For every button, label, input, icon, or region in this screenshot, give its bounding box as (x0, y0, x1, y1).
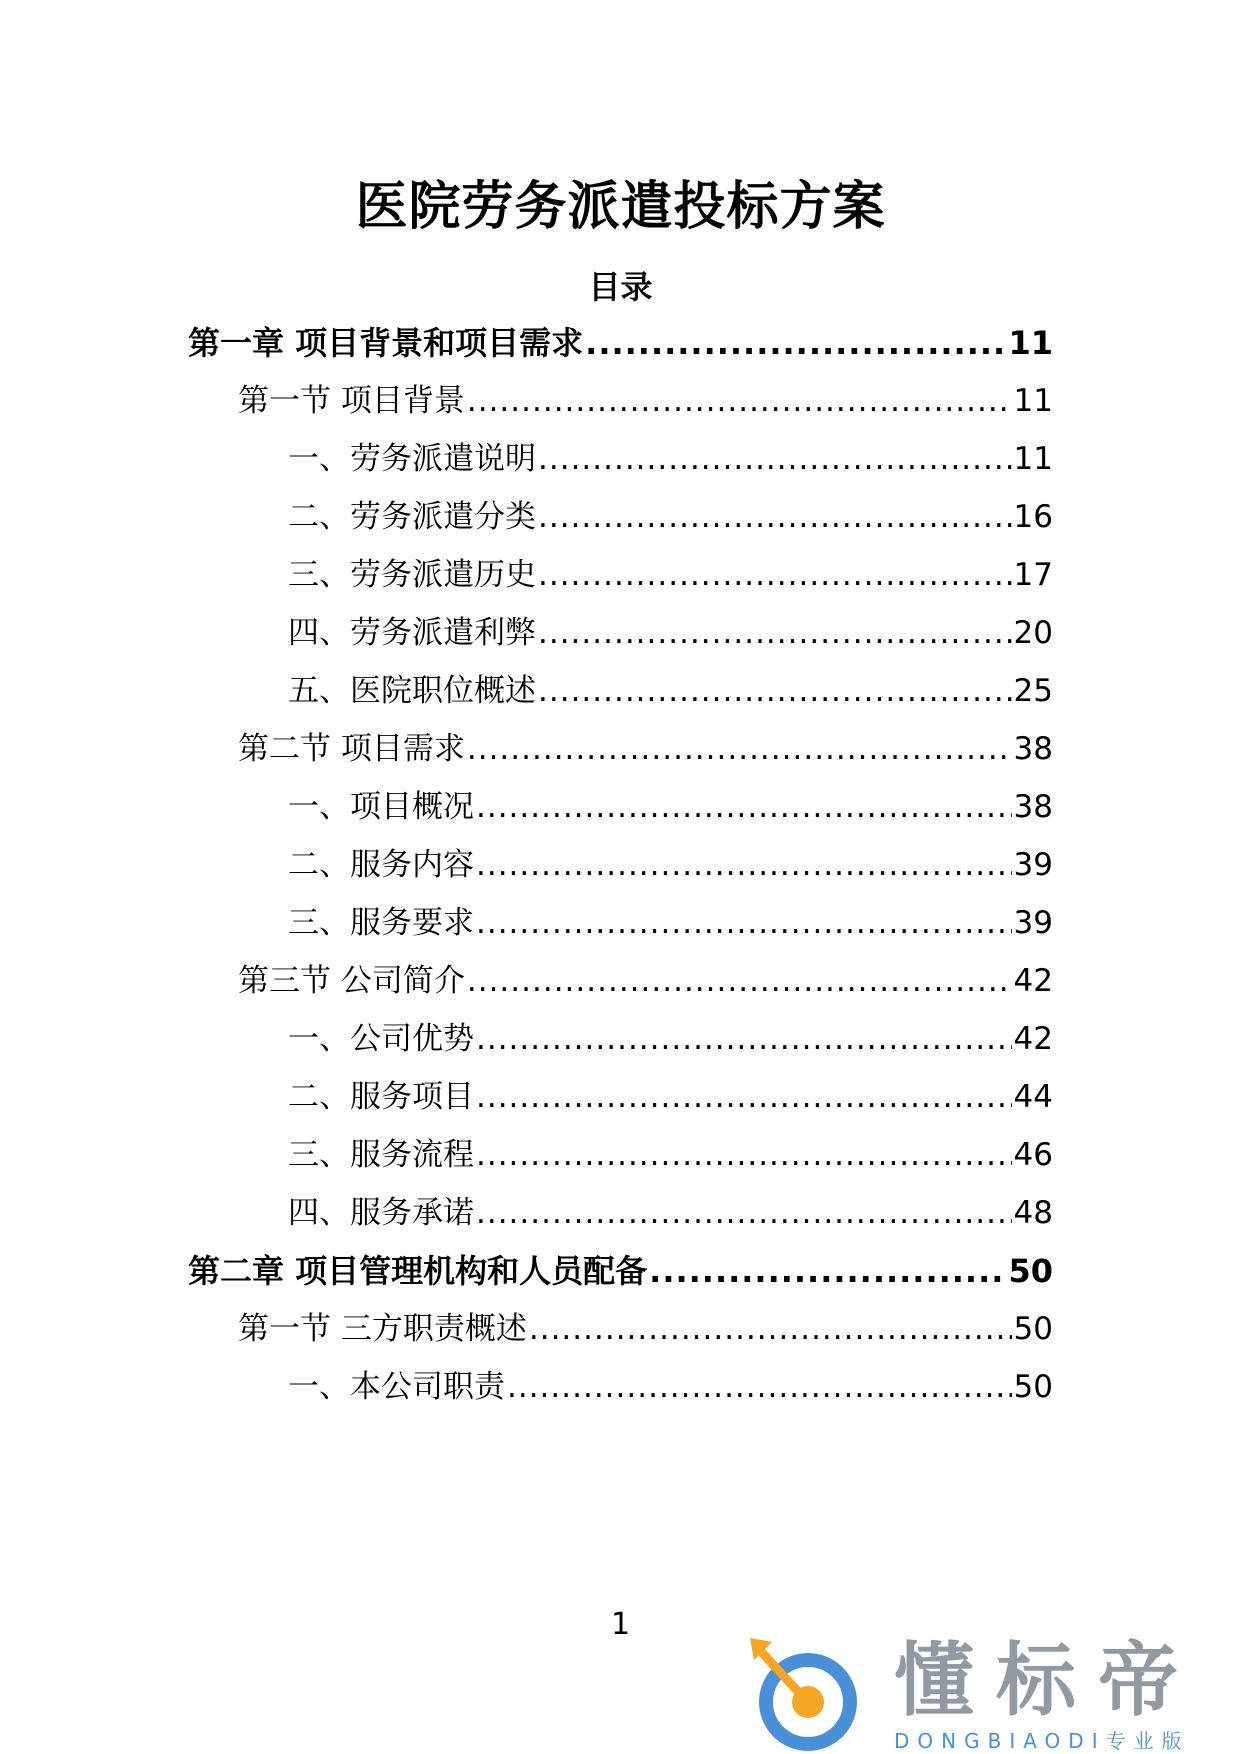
toc-entry[interactable] (238, 378, 1053, 424)
toc-entry-text: 五、医院职位概述 (288, 673, 536, 709)
toc-entry-text: 一、本公司职责 (288, 1369, 505, 1405)
toc-dot-leader (476, 900, 1012, 946)
toc-dot-leader (476, 1132, 1012, 1178)
toc-entry-page: 48 (1013, 1195, 1053, 1231)
toc-entry[interactable] (288, 1364, 1053, 1410)
target-logo-icon (742, 1630, 872, 1754)
toc-dot-leader (538, 610, 1012, 656)
toc-entry[interactable] (238, 958, 1053, 1004)
toc-entry-page: 42 (1013, 963, 1053, 999)
toc-entry-page: 50 (1013, 1311, 1053, 1347)
toc-entry-text: 第二章 项目管理机构和人员配备 (188, 1252, 648, 1290)
toc-entry[interactable] (288, 1190, 1053, 1236)
toc-dot-leader (467, 726, 1012, 772)
toc-dot-leader (476, 1074, 1012, 1120)
toc-dot-leader (649, 1248, 1006, 1294)
document-title: 医院劳务派遣投标方案 (355, 177, 886, 237)
toc-heading: 目录 (588, 268, 653, 306)
toc-entry-page: 20 (1013, 615, 1053, 651)
toc-entry[interactable] (288, 668, 1053, 714)
toc-entry-page: 39 (1013, 847, 1053, 883)
toc-entry-text: 第二节 项目需求 (238, 731, 465, 767)
toc-dot-leader (538, 668, 1012, 714)
toc-entry[interactable] (288, 1074, 1053, 1120)
toc-entry-text: 第三节 公司简介 (238, 963, 465, 999)
toc-entry[interactable] (288, 900, 1053, 946)
toc-dot-leader (538, 494, 1012, 540)
toc-entry-page: 11 (1013, 383, 1053, 419)
toc-dot-leader (585, 320, 1006, 366)
toc-dot-leader (467, 958, 1012, 1004)
toc-entry-page: 16 (1013, 499, 1053, 535)
toc-entry-page: 17 (1013, 557, 1053, 593)
toc-entry-text: 第一节 三方职责概述 (238, 1311, 527, 1347)
toc-entry-page: 50 (1008, 1252, 1053, 1290)
toc-entry-page: 46 (1013, 1137, 1053, 1173)
toc-entry-text: 四、劳务派遣利弊 (288, 615, 536, 651)
toc-entry[interactable] (288, 784, 1053, 830)
toc-entry[interactable] (288, 436, 1053, 482)
toc-entry-page: 11 (1008, 324, 1053, 362)
toc-entry-text: 二、服务内容 (288, 847, 474, 883)
toc-entry[interactable] (288, 552, 1053, 598)
toc-entry-page: 38 (1013, 789, 1053, 825)
toc-entry[interactable] (238, 1306, 1053, 1352)
toc-entry-page: 25 (1013, 673, 1053, 709)
toc-dot-leader (476, 1016, 1012, 1062)
toc-entry-text: 一、劳务派遣说明 (288, 441, 536, 477)
toc-entry-text: 三、服务要求 (288, 905, 474, 941)
toc-entry-text: 一、项目概况 (288, 789, 474, 825)
toc-dot-leader (529, 1306, 1012, 1352)
toc-dot-leader (538, 552, 1012, 598)
toc-dot-leader (507, 1364, 1012, 1410)
toc-entry-text: 一、公司优势 (288, 1021, 474, 1057)
toc-dot-leader (476, 842, 1012, 888)
toc-entry-text: 二、劳务派遣分类 (288, 499, 536, 535)
watermark-brand-name: 懂标帝 (894, 1634, 1200, 1727)
toc-entry[interactable] (188, 320, 1053, 366)
toc-entry[interactable] (288, 610, 1053, 656)
toc-entry-page: 50 (1013, 1369, 1053, 1405)
toc-entry[interactable] (288, 494, 1053, 540)
toc-dot-leader (467, 378, 1012, 424)
page-number: 1 (610, 1607, 631, 1642)
toc-dot-leader (476, 784, 1012, 830)
toc-entry-page: 39 (1013, 905, 1053, 941)
toc-dot-leader (538, 436, 1012, 482)
watermark (742, 1630, 1222, 1754)
toc-entry-text: 三、劳务派遣历史 (288, 557, 536, 593)
toc-entry-text: 四、服务承诺 (288, 1195, 474, 1231)
toc-entry[interactable] (288, 842, 1053, 888)
toc-entry-page: 38 (1013, 731, 1053, 767)
toc-entry[interactable] (188, 1248, 1053, 1294)
toc-entry-text: 二、服务项目 (288, 1079, 474, 1115)
toc-entry-page: 44 (1013, 1079, 1053, 1115)
toc-entry-text: 三、服务流程 (288, 1137, 474, 1173)
toc-entry-page: 42 (1013, 1021, 1053, 1057)
watermark-subtitle: DONGBIAODI专业版 (894, 1729, 1190, 1753)
toc-entry[interactable] (238, 726, 1053, 772)
toc-entry-text: 第一章 项目背景和项目需求 (188, 324, 584, 362)
toc-entry-page: 11 (1013, 441, 1053, 477)
toc-entry[interactable] (288, 1016, 1053, 1062)
toc-dot-leader (476, 1190, 1012, 1236)
toc-entry-text: 第一节 项目背景 (238, 383, 465, 419)
toc-entry[interactable] (288, 1132, 1053, 1178)
